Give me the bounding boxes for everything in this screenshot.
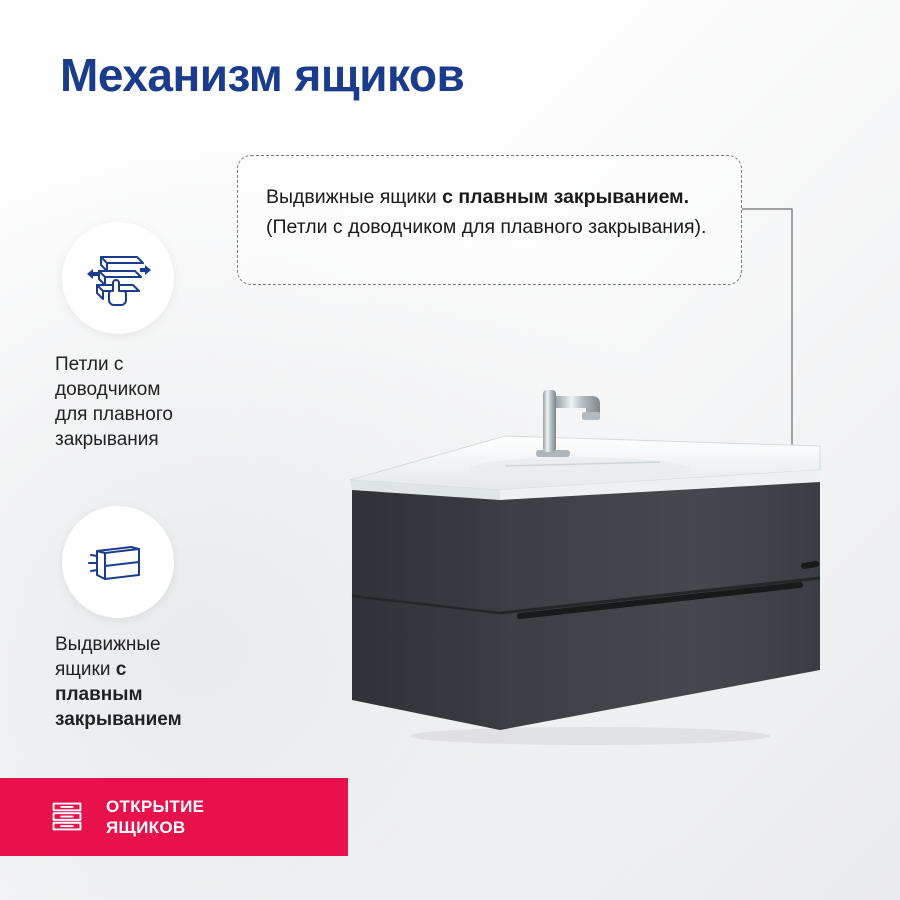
feature-label-pullout: [55, 632, 245, 732]
feature-label-line1: Выдвижные: [55, 634, 161, 655]
drawers-stack-icon: [44, 794, 90, 840]
feature-label-soft-close: [55, 352, 245, 452]
callout-text-part1: Выдвижные ящики: [266, 186, 443, 208]
ribbon-label: [106, 796, 204, 838]
feature-badge-soft-close: [62, 222, 174, 334]
feature-label-bold1: с: [115, 659, 127, 680]
feature-label-line4: [55, 707, 245, 732]
feature-label-line2-text: ящики: [55, 659, 116, 680]
bottom-ribbon: [0, 778, 348, 856]
feature-label-line2: доводчиком: [55, 379, 161, 400]
feature-label-line3: для плавного: [55, 404, 173, 425]
callout-soft-close: [237, 155, 742, 285]
callout-text-bold: с плавным закрыванием.: [442, 186, 690, 208]
drawer-soft-close-icon: [75, 235, 161, 321]
feature-badge-pullout: [62, 506, 174, 618]
callout-text-part2: (Петли с доводчиком для плавного закрывания).: [266, 216, 707, 238]
vanity-cabinet-with-washbasin: [330, 370, 830, 750]
feature-label-line3: [55, 682, 245, 707]
callout-text: [266, 182, 713, 242]
feature-label-bold2: плавным: [55, 684, 143, 705]
feature-label-line2: [55, 657, 245, 682]
ribbon-line2: ЯЩИКОВ: [106, 818, 186, 837]
feature-label-line1: Петли с: [55, 354, 124, 375]
drawer-pullout-icon: [75, 519, 161, 605]
ribbon-line1: ОТКРЫТИЕ: [106, 797, 205, 816]
page-title: Механизм ящиков: [60, 49, 465, 101]
feature-label-bold3: закрыванием: [55, 709, 182, 730]
feature-label-line4: закрывания: [55, 429, 159, 450]
